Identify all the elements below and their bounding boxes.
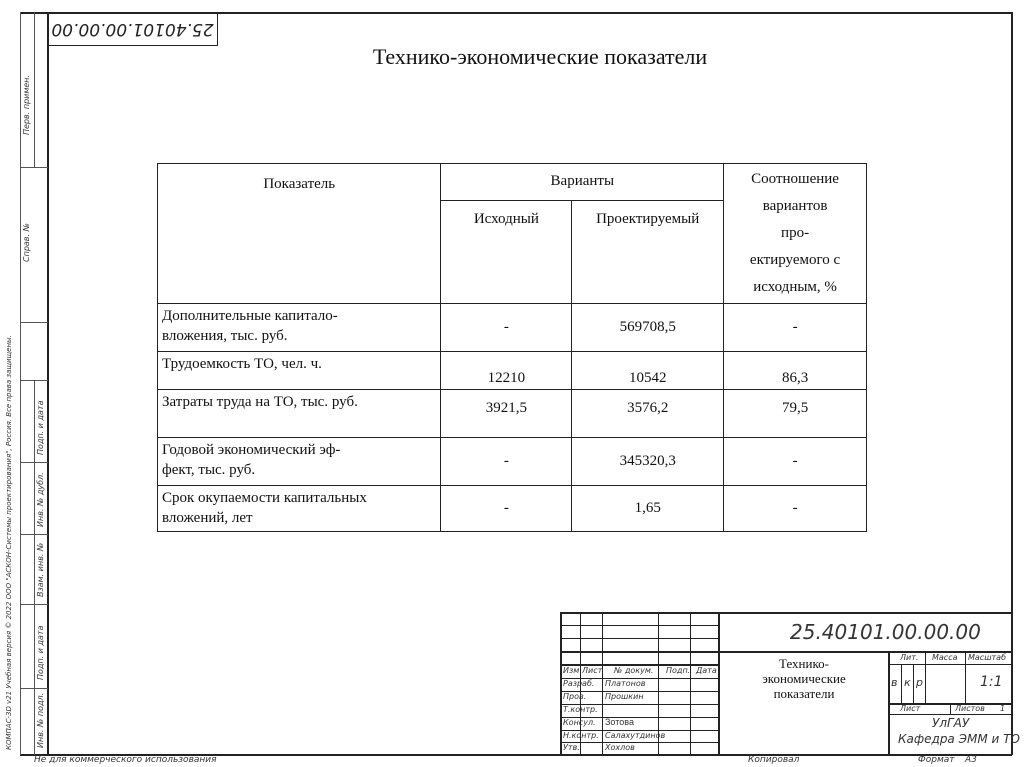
- stamp-masshtab-label: Масштаб: [968, 653, 1007, 662]
- page-title: Технико-экономические показатели: [372, 44, 708, 69]
- side-div-4: [20, 462, 48, 463]
- row-ratio: 79,5: [724, 390, 867, 438]
- stamp-lit-label: Лит.: [900, 653, 919, 662]
- side-div-3: [20, 380, 48, 381]
- stamp-doc-title: Технико- экономические показатели: [762, 656, 846, 701]
- side-label-vzam-inv: Взам. инв. №: [36, 542, 45, 597]
- stamp-name: Прошкин: [605, 692, 644, 701]
- stamp-massa-label: Масса: [932, 653, 958, 662]
- stamp-h10: [560, 742, 719, 743]
- stamp-hdr-list: Лист: [582, 666, 603, 675]
- rotated-code-box: [48, 13, 218, 46]
- stamp-lit-cell: в: [891, 676, 898, 689]
- row-projected: 3576,2: [572, 390, 724, 438]
- side-col-left: [20, 12, 21, 755]
- stamp-role: Н.контр.: [563, 731, 599, 740]
- stamp-v11: [950, 703, 951, 714]
- table-row: [158, 304, 867, 352]
- stamp-listov-value: 1: [1000, 704, 1006, 713]
- row-projected: 10542: [572, 352, 724, 390]
- stamp-role: Утв.: [563, 743, 580, 752]
- side-label-perv-primen: Перв. примен.: [22, 74, 31, 135]
- stamp-masshtab-value: 1:1: [980, 674, 1003, 690]
- stamp-v10: [913, 664, 914, 703]
- side-label-inv-podl: Инв. № подл.: [36, 692, 45, 748]
- stamp-v7: [925, 651, 926, 703]
- footer-copied: Копировал: [748, 755, 800, 765]
- row-ratio: 86,3: [724, 352, 867, 390]
- stamp-list-label: Лист: [900, 704, 921, 713]
- title-block: [560, 612, 1020, 755]
- stamp-role: Пров.: [563, 692, 587, 701]
- side-label-podp-data-1: Подп. и дата: [36, 400, 45, 455]
- row-name: Годовой экономический эф- фект, тыс. руб.: [158, 438, 441, 486]
- stamp-v8: [965, 651, 966, 703]
- side-label-copyright: КОМПАС-3D v21 Учебная версия © 2022 ООО "АСКОН-Системы проектирования", Россия. Все права защищены.: [5, 335, 13, 750]
- row-projected: 1,65: [572, 486, 724, 532]
- stamp-name: Хохлов: [605, 743, 635, 752]
- footer-not-commercial: Не для коммерческого использования: [34, 755, 217, 765]
- header-variants: Варианты: [441, 164, 724, 201]
- table-row: [158, 438, 867, 486]
- header-indicator: Показатель: [158, 164, 441, 304]
- frame-left: [47, 12, 49, 755]
- row-projected: 569708,5: [572, 304, 724, 352]
- stamp-org-line2: Кафедра ЭММ и ТО: [898, 732, 1020, 746]
- row-initial: 12210: [441, 352, 572, 390]
- stamp-h1: [560, 625, 719, 626]
- stamp-name: Зотова: [605, 717, 634, 727]
- stamp-hdr-ndoc: № докум.: [614, 666, 654, 675]
- stamp-role: Т.контр.: [563, 705, 598, 714]
- stamp-name: Салахутдинов: [605, 731, 666, 740]
- table-row: [158, 352, 867, 390]
- side-div-5: [20, 534, 48, 535]
- table-row: [158, 486, 867, 532]
- stamp-v9: [901, 664, 902, 703]
- stamp-hdr-podp: Подп.: [666, 666, 691, 675]
- footer-format-value: А3: [965, 755, 977, 765]
- stamp-hdr-izm: Изм: [563, 666, 580, 675]
- side-div-1: [20, 167, 48, 168]
- row-ratio: -: [724, 486, 867, 532]
- stamp-role: Разраб.: [563, 679, 595, 688]
- stamp-hdr-data: Дата: [696, 666, 717, 675]
- side-div-7: [20, 688, 48, 689]
- row-initial: -: [441, 438, 572, 486]
- stamp-role: Консул.: [563, 718, 596, 727]
- row-name: Трудоемкость ТО, чел. ч.: [158, 352, 441, 390]
- stamp-v4: [690, 612, 691, 755]
- row-name: Срок окупаемости капитальных вложений, лет: [158, 486, 441, 532]
- row-ratio: -: [724, 438, 867, 486]
- side-label-sprav: Справ. №: [22, 223, 31, 262]
- stamp-name: Платонов: [605, 679, 646, 688]
- stamp-left: [560, 612, 562, 755]
- table-row: [158, 390, 867, 438]
- header-initial: Исходный: [441, 200, 572, 303]
- row-name: Дополнительные капитало- вложения, тыс. руб.: [158, 304, 441, 352]
- header-ratio: Соотношение вариантов про- ектируемого с исходным, %: [724, 164, 867, 304]
- row-initial: 3921,5: [441, 390, 572, 438]
- rotated-code-text: 25.40101.00.00.00: [51, 19, 214, 39]
- stamp-lit-cell: р: [916, 676, 923, 689]
- side-col-mid2: [34, 380, 35, 755]
- stamp-designation: 25.40101.00.00.00: [790, 620, 981, 644]
- row-ratio: -: [724, 304, 867, 352]
- stamp-lit-cell: к: [904, 676, 911, 689]
- side-div-6: [20, 604, 48, 605]
- stamp-listov-label: Листов: [955, 704, 985, 713]
- stamp-h13: [888, 714, 1012, 715]
- stamp-org-line1: УлГАУ: [932, 716, 970, 730]
- side-div-2: [20, 322, 48, 323]
- stamp-top: [560, 612, 1012, 614]
- stamp-h11: [888, 664, 1012, 665]
- row-initial: -: [441, 486, 572, 532]
- stamp-v2: [602, 612, 603, 755]
- side-label-podp-data-2: Подп. и дата: [36, 625, 45, 680]
- side-col-mid: [34, 12, 35, 167]
- side-label-inv-dubl: Инв. № дубл.: [36, 472, 45, 527]
- stamp-h2: [560, 638, 719, 639]
- row-initial: -: [441, 304, 572, 352]
- header-projected: Проектируемый: [572, 200, 724, 303]
- footer-format-label: Формат: [918, 755, 955, 765]
- row-name: Затраты труда на ТО, тыс. руб.: [158, 390, 441, 438]
- row-projected: 345320,3: [572, 438, 724, 486]
- indicators-table: [157, 163, 867, 532]
